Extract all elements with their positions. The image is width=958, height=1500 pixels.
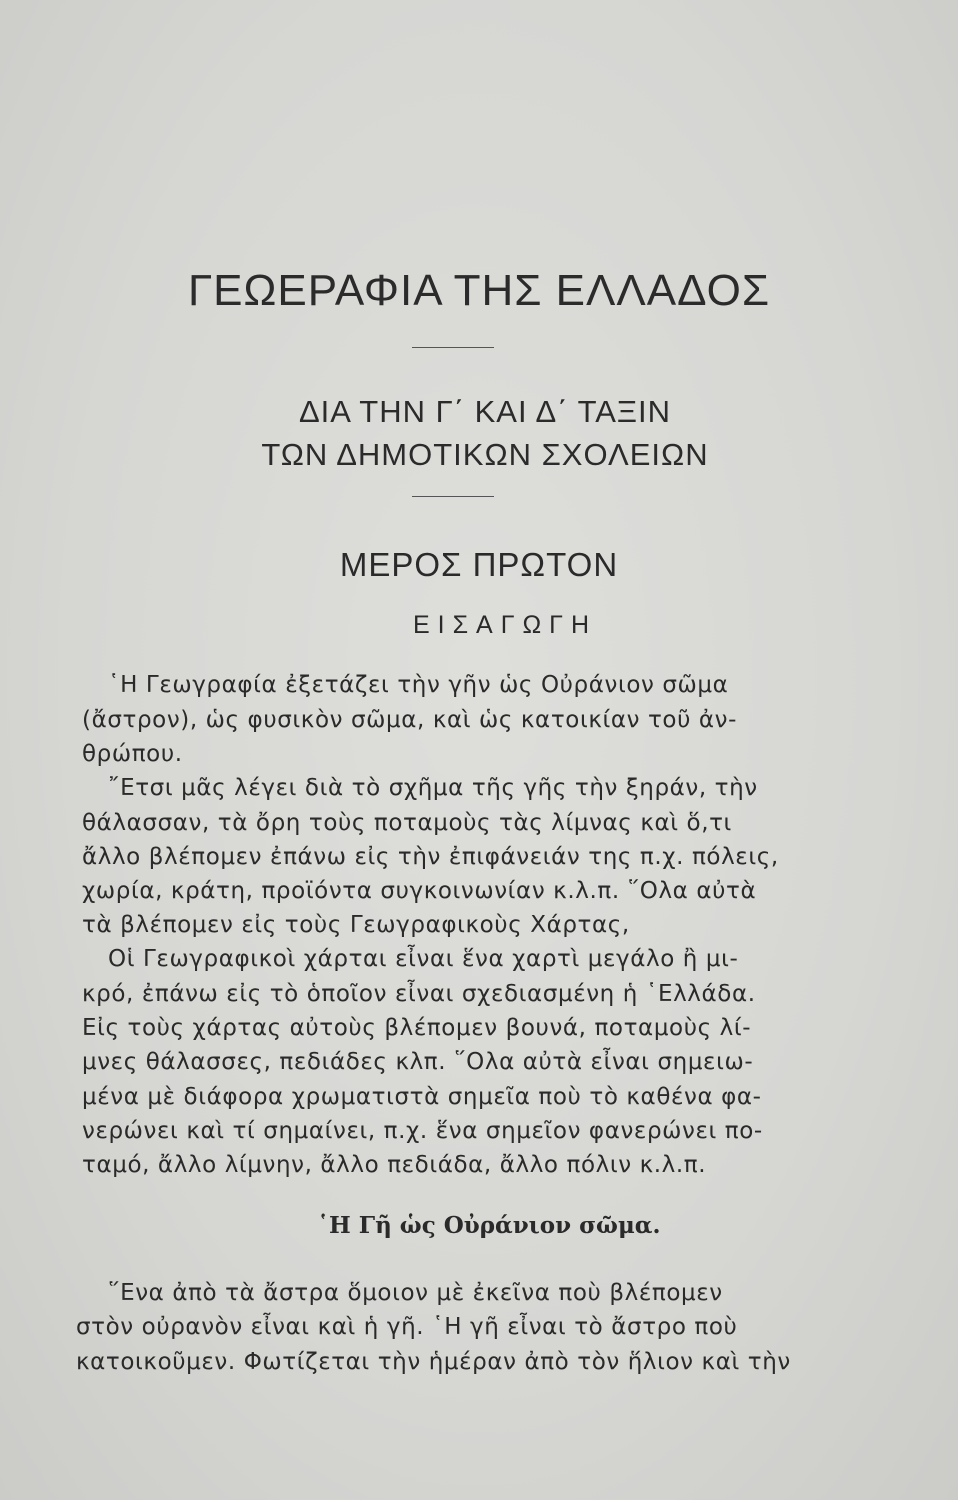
subtitle-line-2: ΤΩΝ ΔΗΜΟΤΙΚΩΝ ΣΧΟΛΕΙΩΝ <box>261 437 709 472</box>
paragraph-line: ῎Ετσι μᾶς λέγει διὰ τὸ σχῆμα τῆς γῆς τὴν ξηράν, τὴν <box>108 775 758 801</box>
paragraph-line: μένα μὲ διάφορα χρωματιστὰ σημεῖα ποὺ τὸ καθένα φα- <box>82 1084 762 1110</box>
paragraph-line: θρώπου. <box>82 741 183 767</box>
paragraph-line: κατοικοῦμεν. Φωτίζεται τὴν ἡμέραν ἀπὸ τὸν ἥλιον καὶ τὴν <box>76 1349 791 1375</box>
section-heading: ῾Η Γῆ ὡς Οὐράνιον σῶμα. <box>317 1212 661 1239</box>
paragraph-line: στὸν οὐρανὸν εἶναι καὶ ἡ γῆ. ῾Η γῆ εἶναι τὸ ἄστρο ποὺ <box>76 1314 738 1340</box>
title-divider <box>412 347 494 348</box>
book-title: ΓΕΩΕΡΑΦΙΑ ΤΗΣ ΕΛΛΑΔΟΣ <box>187 266 771 315</box>
paragraph-line: χωρία, κράτη, προϊόντα συγκοινωνίαν κ.λ.π. ῞Ολα αὐτὰ <box>82 878 757 904</box>
paragraph-line: (ἄστρον), ὡς φυσικὸν σῶμα, καὶ ὡς κατοικίαν τοῦ ἀν- <box>82 707 738 733</box>
paragraph-line: ἄλλο βλέπομεν ἐπάνω εἰς τὴν ἐπιφάνειάν της π.χ. πόλεις, <box>82 844 779 870</box>
part-title: ΜΕΡΟΣ ΠΡΩΤΟΝ <box>339 546 619 583</box>
paragraph-line: τὰ βλέπομεν εἰς τοὺς Γεωγραφικοὺς Χάρτας, <box>82 912 630 938</box>
paragraph-line: κρό, ἐπάνω εἰς τὸ ὁποῖον εἶναι σχεδιασμένη ἡ ῾Ελλάδα. <box>82 981 756 1007</box>
intro-title: ΕΙΣΑΓΩΓΗ <box>412 611 598 639</box>
paragraph-line: ταμό, ἄλλο λίμνην, ἄλλο πεδιάδα, ἄλλο πόλιν κ.λ.π. <box>82 1152 707 1178</box>
subtitle-line-1: ΔΙΑ ΤΗΝ Γ΄ ΚΑΙ Δ΄ ΤΑΞΙΝ <box>298 394 672 429</box>
paragraph-line: Οἱ Γεωγραφικοὶ χάρται εἶναι ἕνα χαρτὶ μεγάλο ἢ μι- <box>108 946 739 972</box>
subtitle-divider <box>412 496 494 497</box>
paragraph-line: ῞Ενα ἀπὸ τὰ ἄστρα ὅμοιον μὲ ἐκεῖνα ποὺ βλέπομεν <box>108 1280 723 1306</box>
paragraph-line: Εἰς τοὺς χάρτας αὐτοὺς βλέπομεν βουνά, ποταμοὺς λί- <box>82 1015 752 1041</box>
paragraph-line: μνες θάλασσες, πεδιάδες κλπ. ῞Ολα αὐτὰ εἶναι σημειω- <box>82 1049 754 1075</box>
paragraph-line: θάλασσαν, τὰ ὄρη τοὺς ποταμοὺς τὰς λίμνας καὶ ὅ,τι <box>82 810 732 836</box>
paragraph-line: ῾Η Γεωγραφία ἐξετάζει τὴν γῆν ὡς Οὐράνιον σῶμα <box>108 672 729 698</box>
paragraph-line: νερώνει καὶ τί σημαίνει, π.χ. ἕνα σημεῖον φανερώνει πο- <box>82 1118 763 1144</box>
